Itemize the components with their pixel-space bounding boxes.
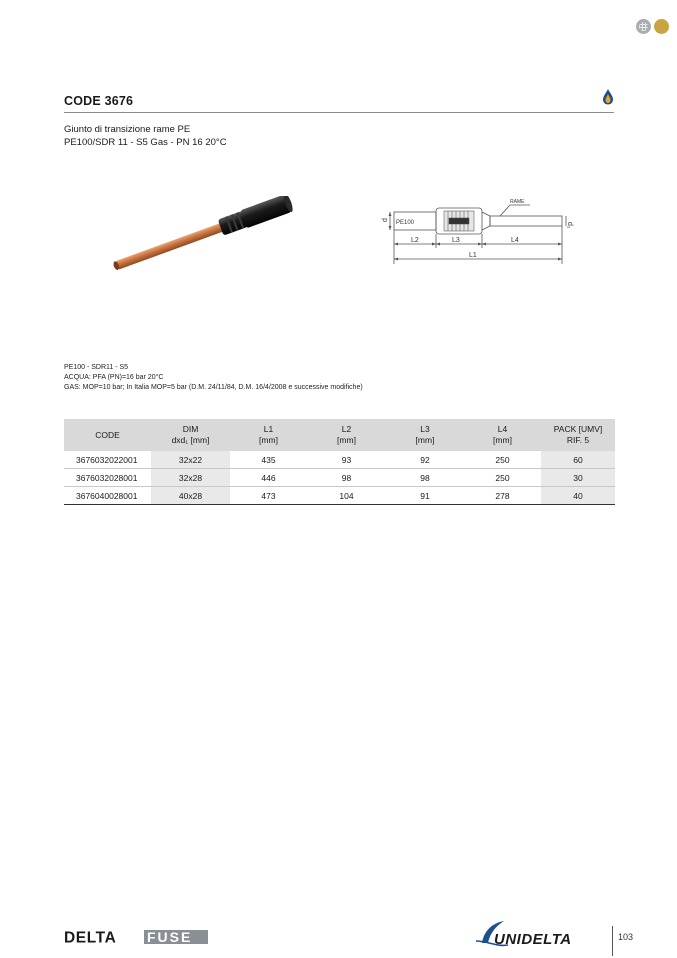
cell-l3: 98: [386, 469, 464, 487]
header-l2: L2 [mm]: [307, 419, 386, 451]
cell-l2: 104: [307, 487, 386, 505]
dim-l3: L3: [452, 237, 460, 244]
note-line: ACQUA: PFA (PN)=16 bar 20°C: [64, 374, 164, 381]
svg-text:DELTA: DELTA: [64, 929, 117, 945]
header-l4: L4 [mm]: [464, 419, 541, 451]
cell-l1: 473: [230, 487, 307, 505]
product-spec: PE100/SDR 11 - S5 Gas - PN 16 20°C: [64, 137, 227, 148]
cell-l4: 278: [464, 487, 541, 505]
dim-l2: L2: [411, 237, 419, 244]
table-row: [64, 451, 615, 469]
note-line: GAS: MOP=10 bar; In Italia MOP=5 bar (D.M. 24/11/84, D.M. 16/4/2008 e successive modifiche): [64, 384, 363, 391]
cell-dim: 32x28: [151, 469, 230, 487]
page-number: 103: [618, 932, 634, 942]
gold-dot-icon: [654, 19, 669, 34]
cell-code: 3676032022001: [64, 451, 151, 469]
header-pack: PACK [UMV] RIF. 5: [541, 419, 615, 451]
cell-l1: 446: [230, 469, 307, 487]
product-photo: [104, 196, 300, 274]
svg-text:FUSE: FUSE: [147, 929, 193, 945]
dim-l4: L4: [511, 237, 519, 244]
cell-l4: 250: [464, 451, 541, 469]
pe100-label: PE100: [396, 220, 415, 226]
cell-l1: 435: [230, 451, 307, 469]
note-line: PE100 - SDR11 - S5: [64, 364, 129, 371]
page-number-divider: [612, 926, 613, 956]
cell-l3: 92: [386, 451, 464, 469]
svg-text:UNIDELTA: UNIDELTA: [494, 931, 572, 948]
d1-label: d₁: [566, 222, 573, 229]
header-l1: L1 [mm]: [230, 419, 307, 451]
water-gas-drop-icon: [601, 88, 614, 105]
table-row: [64, 487, 615, 505]
cell-pack: 60: [541, 451, 615, 469]
header-code: CODE: [64, 419, 151, 451]
header-dim: DIM dxd₁ [mm]: [151, 419, 230, 451]
d-label: d: [382, 218, 389, 222]
title-divider: [64, 112, 614, 113]
cell-dim: 40x28: [151, 487, 230, 505]
cell-pack: 40: [541, 487, 615, 505]
cell-l4: 250: [464, 469, 541, 487]
cell-dim: 32x22: [151, 451, 230, 469]
technical-drawing: [372, 192, 582, 264]
cell-pack: 30: [541, 469, 615, 487]
grid-dot-icon: [636, 19, 651, 34]
table-row: [64, 469, 615, 487]
product-table: [64, 419, 615, 505]
cell-l2: 93: [307, 451, 386, 469]
technical-notes: [64, 363, 363, 393]
rame-label: RAME: [510, 199, 525, 205]
page-title: CODE 3676: [64, 94, 134, 108]
table-header-row: [64, 419, 615, 451]
deltafuse-logo: [64, 929, 210, 945]
header-l3: L3 [mm]: [386, 419, 464, 451]
cell-l2: 98: [307, 469, 386, 487]
cell-code: 3676032028001: [64, 469, 151, 487]
dim-l1: L1: [469, 252, 477, 259]
product-description: Giunto di transizione rame PE: [64, 124, 191, 135]
cell-code: 3676040028001: [64, 487, 151, 505]
unidelta-logo: [470, 917, 604, 951]
cell-l3: 91: [386, 487, 464, 505]
